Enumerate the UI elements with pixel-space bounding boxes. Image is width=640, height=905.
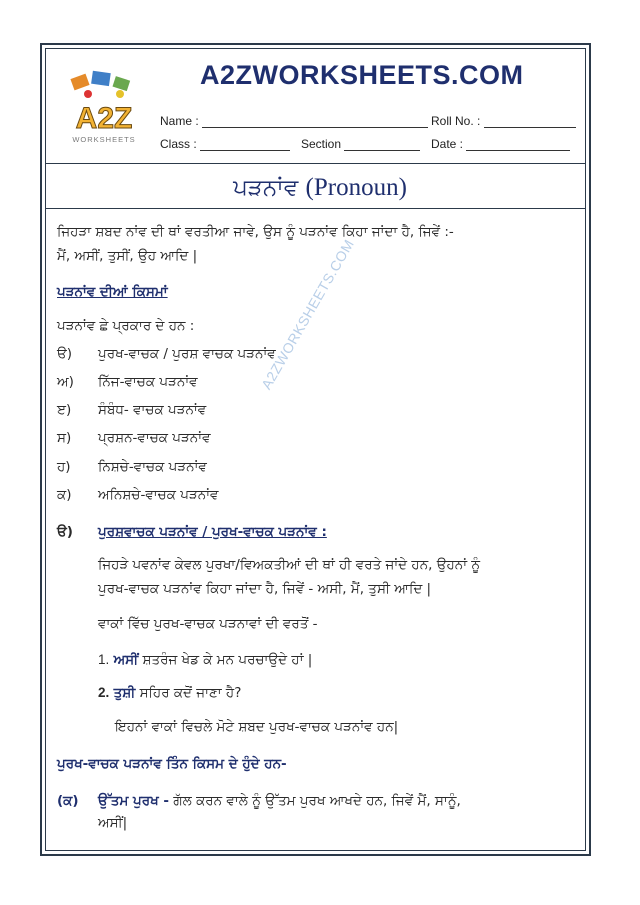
page-title — [0, 174, 640, 202]
list-marker: ੲ) — [57, 402, 72, 418]
list-item: ਅਨਿਸ਼ਚੇ-ਵਾਚਕ ਪੜਨਾਂਵ — [98, 487, 219, 503]
intro-line-1: ਜਿਹੜਾ ਸ਼ਬਦ ਨਾਂਵ ਦੀ ਥਾਂ ਵਰਤੀਆ ਜਾਵੇ, ਉਸ ਨੂੰ ਪੜਨਾਂਵ ਕਿਹਾ ਜਾਂਦਾ ਹੈ, ਜਿਵੇਂ :- — [57, 224, 454, 240]
name-label: Name : — [160, 114, 199, 128]
roll-field — [431, 114, 576, 128]
list-marker: ਅ) — [57, 374, 74, 390]
section-blank[interactable] — [344, 138, 420, 151]
section-label: Section — [301, 137, 342, 151]
header-divider — [45, 163, 586, 164]
types-lead: ਪੜਨਾਂਵ ਛੇ ਪ੍ਰਕਾਰ ਦੇ ਹਨ : — [57, 318, 195, 334]
example-1-rest: ਸ਼ਤਰੰਜ ਖੇਡ ਕੇ ਮਨ ਪਰਚਾਉਦੇ ਹਾਂ | — [142, 652, 313, 668]
class-label: Class : — [160, 137, 197, 151]
class-field — [160, 137, 290, 151]
example-2 — [98, 685, 241, 701]
date-field — [431, 137, 570, 151]
list-item: ਨਿਸ਼ਚੇ-ਵਾਚਕ ਪੜਨਾਂਵ — [98, 459, 207, 475]
list-marker: ਹ) — [57, 459, 71, 475]
section2-line-2: ਅਸੀਂ| — [98, 815, 128, 831]
svg-text:A2Z: A2Z — [75, 102, 133, 135]
date-label: Date : — [431, 137, 464, 151]
section2-marker: (ਕ) — [57, 793, 79, 809]
example-1 — [98, 652, 312, 668]
section1-usage: ਵਾਕਾਂ ਵਿੱਚ ਪੁਰਖ-ਵਾਚਕ ਪੜਨਾਵਾਂ ਦੀ ਵਰਤੋਂ - — [98, 616, 318, 632]
date-blank[interactable] — [466, 138, 570, 151]
example-1-bold: ਅਸੀਂ — [113, 652, 139, 668]
types-heading: ਪੜਨਾਂਵ ਦੀਆਂ ਕਿਸਮਾਂ — [57, 284, 168, 300]
section1-def-line-1: ਜਿਹੜੇ ਪਵਨਾਂਵ ਕੇਵਲ ਪੁਰਖਾ/ਵਿਅਕਤੀਆਂ ਦੀ ਥਾਂ ਹੀ ਵਰਤੇ ਜਾਂਦੇ ਹਨ, ਉਹਨਾਂ ਨੂੰ — [98, 557, 481, 573]
list-item: ਸੰਬੰਧ- ਵਾਚਕ ਪੜਨਾਂਵ — [98, 402, 207, 418]
example-2-number: 2. — [98, 685, 110, 700]
intro-line-2: ਮੈਂ, ਅਸੀਂ, ਤੁਸੀਂ, ਉਹ ਆਦਿ | — [57, 248, 198, 264]
section2-line-1 — [98, 793, 461, 809]
name-field — [160, 114, 428, 128]
section2-heading: ਪੁਰਖ-ਵਾਚਕ ਪੜਨਾਂਵ ਤਿੰਨ ਕਿਸਮ ਦੇ ਹੁੰਦੇ ਹਨ- — [57, 756, 287, 772]
svg-text:WORKSHEETS: WORKSHEETS — [72, 135, 136, 144]
list-marker: ਸ) — [57, 430, 72, 446]
site-title: A2ZWORKSHEETS.COM — [200, 60, 524, 90]
list-item: ਪ੍ਰਸ਼ਨ-ਵਾਚਕ ਪੜਨਾਂਵ — [98, 430, 211, 446]
title-punjabi: ਪੜਨਾਂਵ — [233, 175, 299, 201]
section2-rest: ਗੱਲ ਕਰਨ ਵਾਲੇ ਨੂੰ ਉੱਤਮ ਪੁਰਖ ਆਖਦੇ ਹਨ, ਜਿਵੇਂ ਮੈਂ, ਸਾਨੂੰ, — [173, 793, 461, 809]
example-2-rest: ਸਹਿਰ ਕਦੋਂ ਜਾਣਾ ਹੈ? — [139, 685, 242, 701]
logo-books-icon — [70, 71, 130, 98]
section1-note: ਇਹਨਾਂ ਵਾਕਾਂ ਵਿਚਲੇ ਮੋਟੇ ਸ਼ਬਦ ਪੁਰਖ-ਵਾਚਕ ਪੜਨਾਂਵ ਹਨ| — [115, 719, 399, 735]
class-blank[interactable] — [200, 138, 290, 151]
name-blank[interactable] — [202, 115, 428, 128]
title-english: (Pronoun) — [305, 174, 407, 201]
section2-bold: ਉੱਤਮ ਪੁਰਖ - — [98, 793, 169, 809]
section-field — [301, 137, 420, 151]
example-2-bold: ਤੁਸ਼ੀ — [113, 685, 136, 701]
list-item: ਪੁਰਖ-ਵਾਚਕ / ਪੁਰਸ਼ ਵਾਚਕ ਪੜਨਾਂਵ — [98, 346, 276, 362]
roll-label: Roll No. : — [431, 114, 481, 128]
list-marker: ਕ) — [57, 487, 72, 503]
title-divider — [45, 208, 586, 209]
roll-blank[interactable] — [484, 115, 576, 128]
list-item: ਨਿੱਜ-ਵਾਚਕ ਪੜਨਾਂਵ — [98, 374, 198, 390]
a2z-logo — [58, 68, 150, 148]
example-1-number: 1. — [98, 652, 110, 667]
watermark: A2ZWORKSHEETS.COM — [258, 236, 358, 392]
section1-marker: ੳ) — [57, 524, 73, 540]
section1-heading: ਪੁਰਸ਼ਵਾਚਕ ਪੜਨਾਂਵ / ਪੁਰਖ-ਵਾਚਕ ਪੜਨਾਂਵ : — [98, 524, 327, 540]
section1-def-line-2: ਪੁਰਖ-ਵਾਚਕ ਪੜਨਾਂਵ ਕਿਹਾ ਜਾਂਦਾ ਹੈ, ਜਿਵੇਂ - ਅਸੀ, ਮੈਂ, ਤੁਸੀ ਆਦਿ | — [98, 581, 432, 597]
list-marker: ੳ) — [57, 346, 73, 362]
